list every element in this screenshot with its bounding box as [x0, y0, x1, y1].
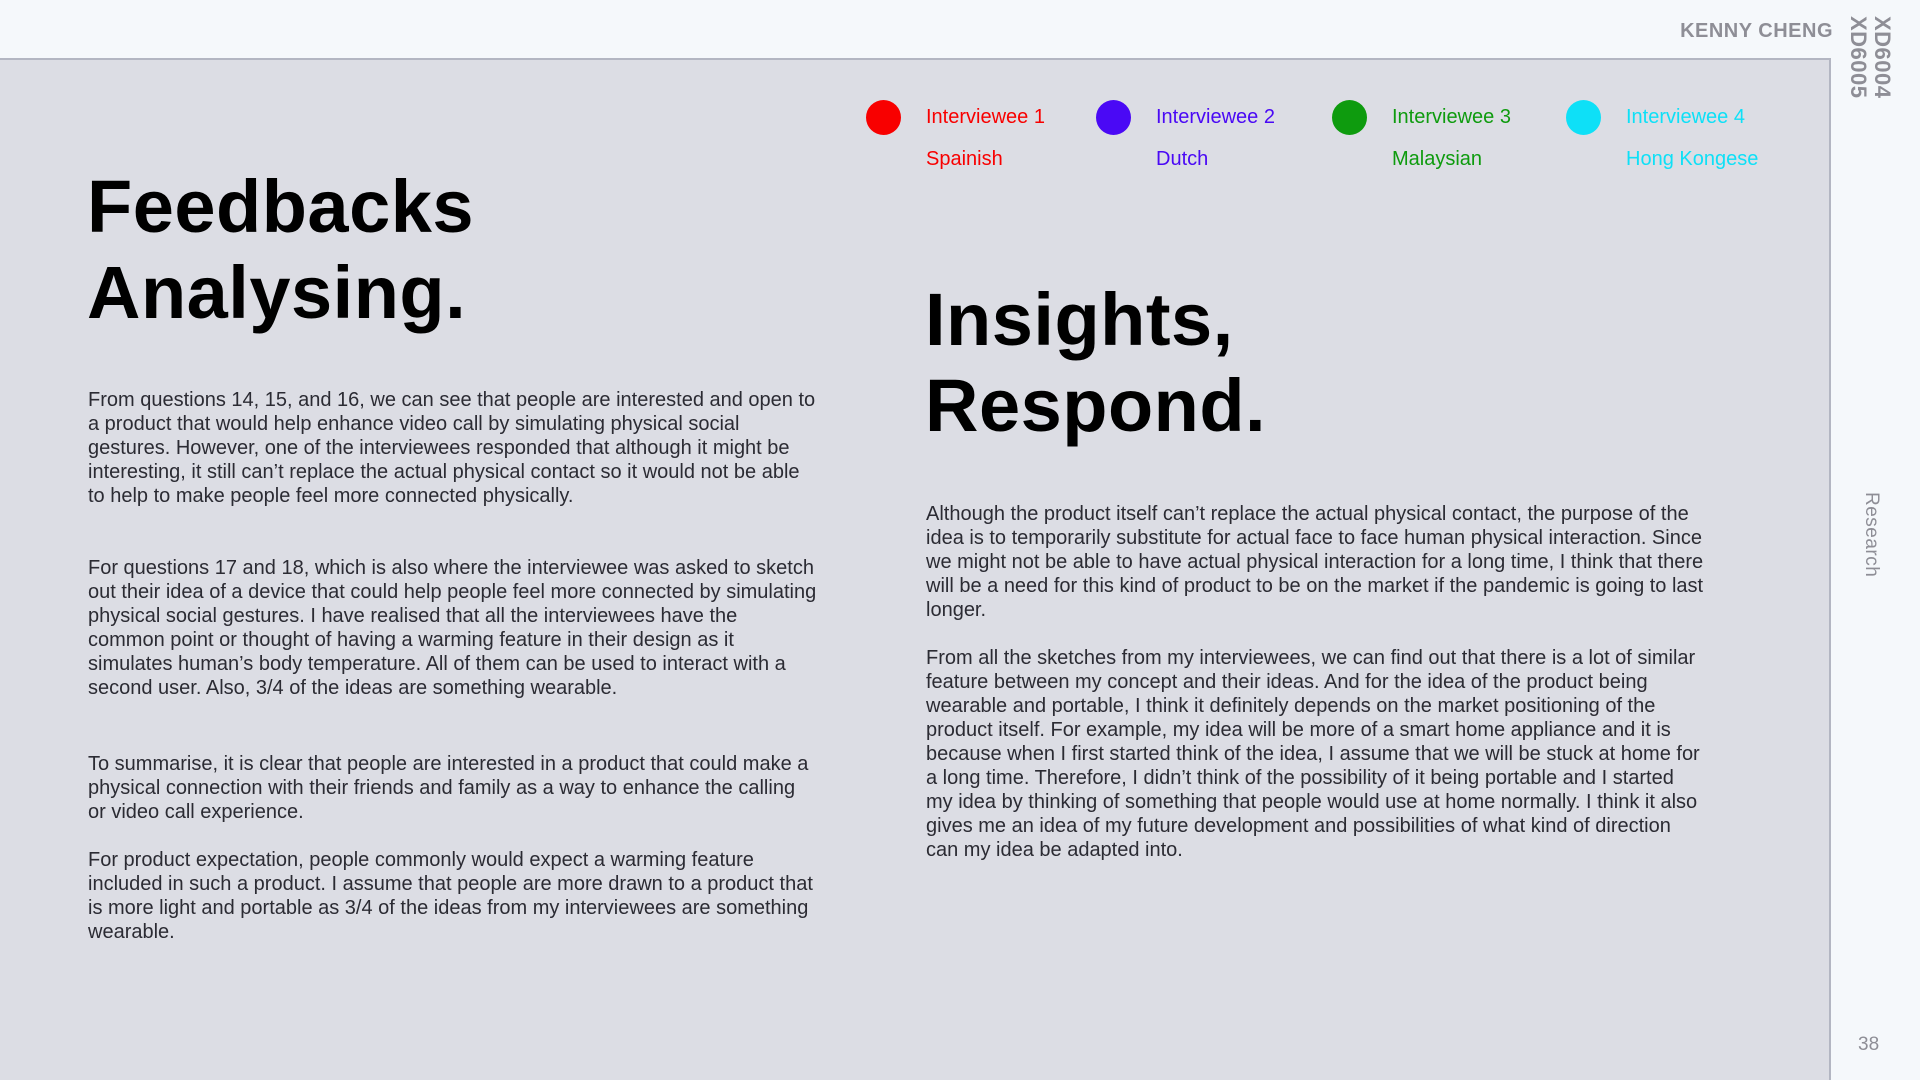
feedback-paragraph: To summarise, it is clear that people are interested in a product that could make a physical connection with their friends and family as a way to enhance the calling or video call experience.	[88, 753, 809, 823]
insight-paragraph: From all the sketches from my interviewees, we can find out that there is a lot of similar feature between my concept and their ideas. And for the idea of the product being wearable and portable, I think it definitely depends on the market positioning of the product itself. For example, my idea will be more of a smart home appliance and it is because when I first started think of the idea, I assume that we will be stuck at home for a long time. Therefore, I didn’t think of the possibility of it being portable and I started my idea by thinking of something that people would use at home normally. I think it also gives me an idea of my future development and possibilities of what kind of direction can my idea be adapted into.	[926, 647, 1700, 861]
author-name: KENNY CHENG	[1680, 20, 1833, 42]
heading-line: Respond.	[925, 364, 1267, 447]
legend-language: Spainish	[926, 148, 1003, 170]
legend-dot	[1096, 100, 1131, 135]
course-code: XD6005	[1846, 16, 1871, 99]
heading-line: Analysing.	[87, 251, 467, 334]
legend-language: Malaysian	[1392, 148, 1483, 170]
heading-line: Feedbacks	[87, 165, 475, 248]
legend-name: Interviewee 3	[1392, 106, 1511, 128]
legend-name: Interviewee 1	[926, 106, 1045, 128]
legend-name: Interviewee 4	[1626, 106, 1745, 128]
page-number: 38	[1858, 1034, 1880, 1055]
legend-dot	[1332, 100, 1367, 135]
feedback-paragraph: From questions 14, 15, and 16, we can see that people are interested and open to a product that would help enhance video call by simulating physical social gestures. However, one of the interviewees responded that although it might be interesting, it still can’t replace the actual physical contact so it would not be able to help to make people feel more connected physically.	[88, 389, 816, 507]
course-code: XD6004	[1870, 16, 1895, 99]
legend-language: Hong Kongese	[1626, 148, 1759, 170]
legend-dot	[1566, 100, 1601, 135]
section-label: Research	[1861, 492, 1882, 578]
feedback-paragraph: For product expectation, people commonly would expect a warming feature included in such a product. I assume that people are more drawn to a product that is more light and portable as 3/4 of the ideas from my interviewees are something wearable.	[88, 849, 813, 943]
insight-paragraph: Although the product itself can’t replace the actual physical contact, the purpose of the idea is to temporarily substitute for actual face to face human physical interaction. Since we might not be able to have actual physical interaction for a long time, I think that there will be a need for this kind of product to be on the market if the pandemic is going to last longer.	[926, 503, 1704, 621]
feedback-paragraph: For questions 17 and 18, which is also where the interviewee was asked to sketch out their idea of a device that could help people feel more connected by simulating physical social gestures. I have realised that all the interviewees have the common point or thought of having a warming feature in their design as it simulates human’s body temperature. All of them can be used to interact with a second user. Also, 3/4 of the ideas are something wearable.	[88, 557, 817, 699]
course-codes	[1846, 16, 1894, 99]
insights-heading	[925, 277, 1266, 449]
feedbacks-heading	[87, 164, 474, 336]
legend-dot	[866, 100, 901, 135]
legend-language: Dutch	[1156, 148, 1209, 170]
heading-line: Insights,	[925, 278, 1234, 361]
legend-name: Interviewee 2	[1156, 106, 1275, 128]
